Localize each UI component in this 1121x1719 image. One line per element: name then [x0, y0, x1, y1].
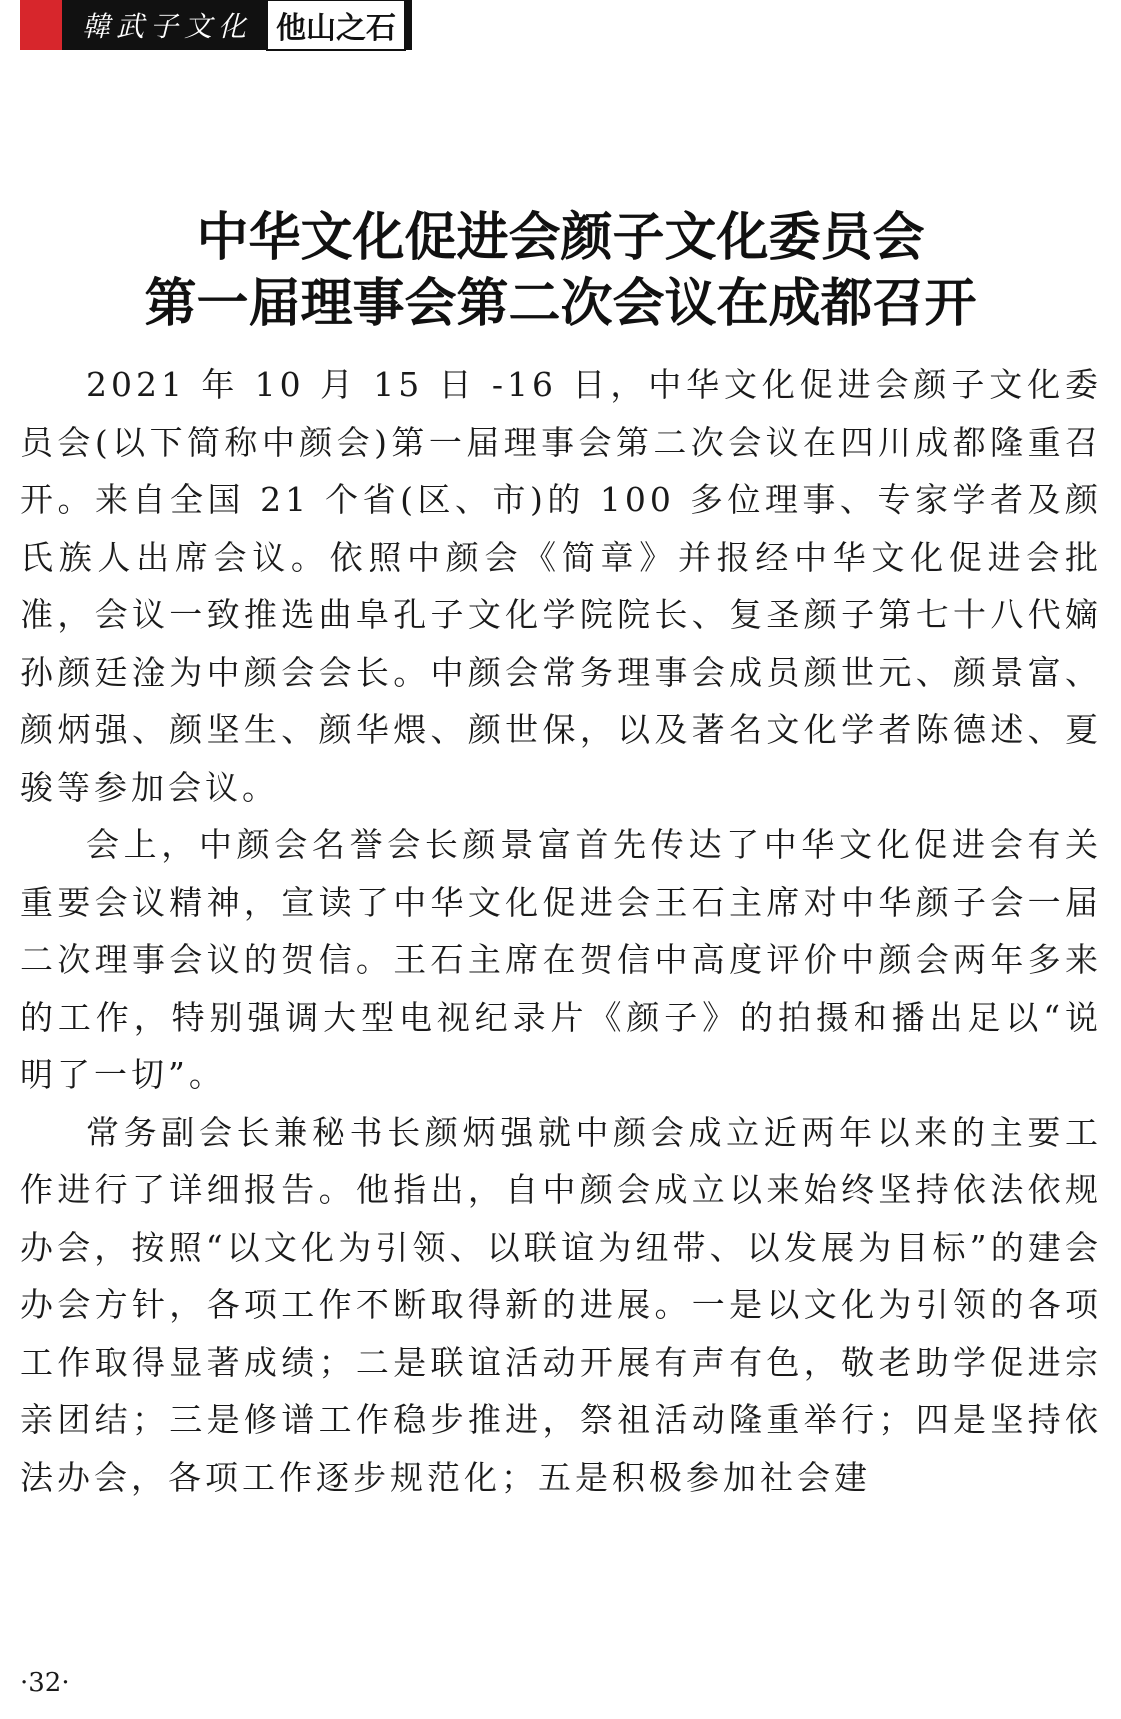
article-body	[20, 356, 1102, 1506]
article-title	[0, 205, 1121, 337]
header-accent-block	[20, 0, 62, 50]
page-number: ·32·	[20, 1668, 70, 1698]
article-paragraph: 2021 年 10 月 15 日 -16 日，中华文化促进会颜子文化委员会(以下简称中颜会)第一届理事会第二次会议在四川成都隆重召开。来自全国 21 个省(区、市)的 100 多位理事、专家学者及颜氏族人出席会议。依照中颜会《简章》并报经中华文化促进会批准，会议一致推选曲阜孔子文化学院院长、复圣颜子第七十八代嫡孙颜廷淦为中颜会会长。中颜会常务理事会成员颜世元、颜景富、颜炳强、颜坚生、颜华煨、颜世保，以及著名文化学者陈德述、夏骏等参加会议。	[20, 365, 1102, 807]
header-black-band	[62, 0, 412, 50]
article-paragraph: 常务副会长兼秘书长颜炳强就中颜会成立近两年以来的主要工作进行了详细报告。他指出，自中颜会成立以来始终坚持依法依规办会，按照“以文化为引领、以联谊为纽带、以发展为目标”的建会办会方针，各项工作不断取得新的进展。一是以文化为引领的各项工作取得显著成绩；二是联谊活动开展有声有色，敬老助学促进宗亲团结；三是修谱工作稳步推进，祭祖活动隆重举行；四是坚持依法办会，各项工作逐步规范化；五是积极参加社会建	[20, 1112, 1102, 1497]
article-title-line-1: 中华文化促进会颜子文化委员会	[196, 207, 925, 268]
section-name: 他山之石	[266, 0, 406, 51]
column-header	[20, 0, 412, 50]
article-paragraph: 会上，中颜会名誉会长颜景富首先传达了中华文化促进会有关重要会议精神，宣读了中华文化促进会王石主席对中华颜子会一届二次理事会议的贺信。王石主席在贺信中高度评价中颜会两年多来的工作，特别强调大型电视纪录片《颜子》的拍摄和播出足以“说明了一切”。	[20, 825, 1102, 1094]
column-name: 韓武子文化	[82, 10, 253, 43]
article-title-line-2: 第一届理事会第二次会议在成都召开	[144, 273, 977, 334]
